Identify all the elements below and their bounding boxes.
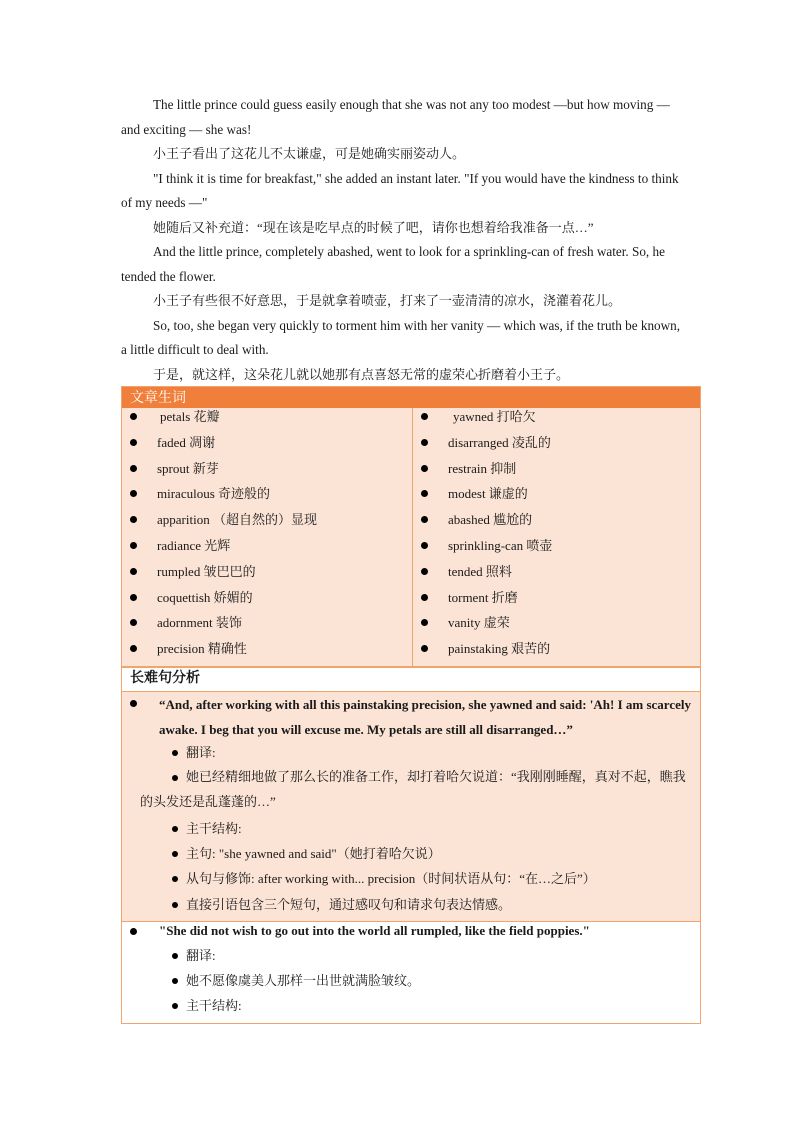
bullet-icon	[172, 826, 178, 832]
vocab-item: adornment 装饰	[122, 614, 412, 640]
bullet-icon	[130, 516, 137, 523]
passage-paragraph-en: So, too, she began very quickly to torment him with her vanity — which was, if the truth be known, a little difficult to deal with.	[121, 317, 681, 357]
vocab-item: restrain 抑制	[413, 460, 700, 486]
vocab-item: yawned 打哈欠	[413, 408, 700, 434]
bullet-icon	[421, 439, 428, 446]
bullet-icon	[421, 594, 428, 601]
bullet-icon	[172, 876, 178, 882]
vocab-item: apparition （超自然的）显现	[122, 511, 412, 537]
bullet-icon	[421, 568, 428, 575]
vocab-item: miraculous 奇迹般的	[122, 485, 412, 511]
bullet-icon	[130, 619, 137, 626]
bullet-icon	[421, 619, 428, 626]
bullet-icon	[130, 490, 137, 497]
passage-paragraph-en: And the little prince, completely abashed, went to look for a sprinkling-can of fresh water. So, he tended the flower.	[121, 244, 665, 284]
sentence-quote: “And, after working with all this painstaking precision, she yawned and said: 'Ah! I am scarcely awake. I beg that you will excuse me. My petals are still all disarranged…”	[159, 697, 691, 737]
bullet-icon	[130, 928, 137, 935]
bullet-icon	[421, 542, 428, 549]
main-clause: 主句: "she yawned and said"（她打着哈欠说）	[186, 846, 441, 861]
bullet-icon	[130, 700, 137, 707]
bullet-icon	[172, 953, 178, 959]
passage-paragraph-cn: 小王子有些很不好意思，于是就拿着喷壶，打来了一壶清清的凉水，浇灌着花儿。	[153, 293, 622, 308]
vocab-item: vanity 虚荣	[413, 614, 700, 640]
vocabulary-title: 文章生词	[122, 387, 700, 408]
analysis-title: 长难句分析	[122, 668, 700, 692]
translation-label: 翻译:	[186, 745, 216, 760]
vocabulary-column-right	[413, 408, 700, 666]
analysis-sentence-2	[122, 922, 700, 1023]
structure-label: 主干结构:	[186, 998, 242, 1013]
vocab-item: modest 谦虚的	[413, 485, 700, 511]
translation-label: 翻译:	[186, 948, 216, 963]
bullet-icon	[172, 1003, 178, 1009]
bullet-icon	[421, 465, 428, 472]
passage	[121, 93, 683, 387]
passage-paragraph-en: The little prince could guess easily enough that she was not any too modest —but how moving — and exciting — she was!	[121, 97, 670, 137]
vocabulary-column-left	[122, 408, 413, 666]
bullet-icon	[130, 645, 137, 652]
vocab-item: tended 照料	[413, 563, 700, 589]
bullet-icon	[130, 568, 137, 575]
bullet-icon	[421, 490, 428, 497]
structure-note: 直接引语包含三个短句，通过感叹句和请求句表达情感。	[186, 897, 512, 912]
bullet-icon	[130, 542, 137, 549]
bullet-icon	[172, 750, 178, 756]
passage-paragraph-en: "I think it is time for breakfast," she added an instant later. "If you would have the kindness to think of my needs —"	[121, 170, 679, 210]
modifier-clause: 从句与修饰: after working with... precision（时间状语从句：“在…之后”）	[186, 871, 596, 886]
bullet-icon	[172, 851, 178, 857]
passage-paragraph-cn: 于是，就这样，这朵花儿就以她那有点喜怒无常的虚荣心折磨着小王子。	[153, 366, 570, 382]
vocab-item: torment 折磨	[413, 589, 700, 615]
vocab-item: abashed 尴尬的	[413, 511, 700, 537]
vocab-item: radiance 光辉	[122, 537, 412, 563]
bullet-icon	[130, 465, 137, 472]
vocab-item: faded 凋谢	[122, 434, 412, 460]
vocab-item: petals 花瓣	[122, 408, 412, 434]
vocab-item: rumpled 皱巴巴的	[122, 563, 412, 589]
bullet-icon	[421, 413, 428, 420]
passage-paragraph-cn: 小王子看出了这花儿不太谦虚，可是她确实丽姿动人。	[153, 146, 466, 161]
vocab-item: precision 精确性	[122, 640, 412, 666]
bullet-icon	[172, 978, 178, 984]
translation-text: 她不愿像虞美人那样一出世就满脸皱纹。	[186, 973, 421, 988]
vocabulary-table	[121, 386, 701, 667]
vocab-item: disarranged 凌乱的	[413, 434, 700, 460]
passage-paragraph-cn: 她随后又补充道：“现在该是吃早点的时候了吧，请你也想着给我准备一点…”	[153, 219, 594, 235]
bullet-icon	[421, 645, 428, 652]
bullet-icon	[130, 594, 137, 601]
bullet-icon	[130, 439, 137, 446]
vocab-item: sprinkling-can 喷壶	[413, 537, 700, 563]
bullet-icon	[172, 902, 178, 908]
vocab-item: sprout 新芽	[122, 460, 412, 486]
sentence-quote: "She did not wish to go out into the world all rumpled, like the field poppies."	[159, 923, 590, 938]
vocab-item: painstaking 艰苦的	[413, 640, 700, 666]
bullet-icon	[421, 516, 428, 523]
bullet-icon	[130, 413, 137, 420]
sentence-analysis-table	[121, 667, 701, 1024]
analysis-sentence-1	[122, 692, 700, 922]
translation-text: 她已经精细地做了那么长的准备工作，却打着哈欠说道：“我刚刚睡醒，真对不起，瞧我的头发还是乱蓬蓬的…”	[140, 769, 686, 809]
structure-label: 主干结构:	[186, 821, 242, 836]
vocab-item: coquettish 娇媚的	[122, 589, 412, 615]
